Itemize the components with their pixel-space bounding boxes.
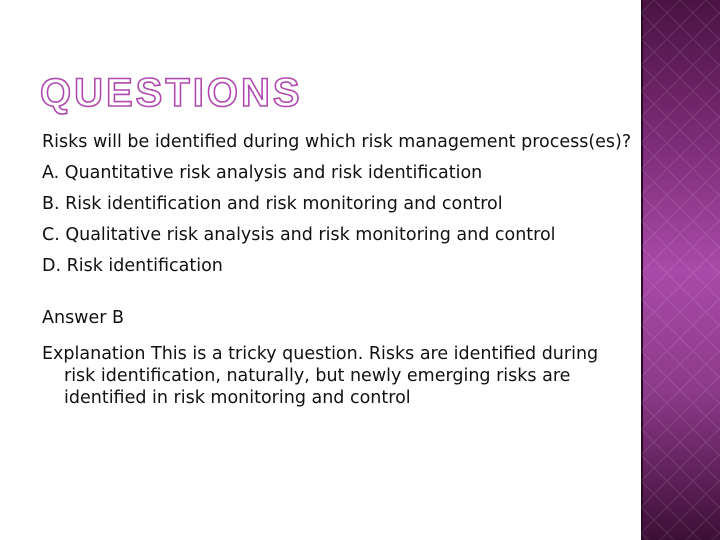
- slide-title: QUESTIONS: [40, 71, 303, 115]
- explanation-text: Explanation This is a tricky question. Risks are identified during risk identification, naturally, but newly emerging risks are identified in risk monitoring and control: [42, 344, 599, 408]
- option-c: C. Qualitative risk analysis and risk monitoring and control: [42, 225, 556, 245]
- question-text: Risks will be identified during which risk management process(es)?: [42, 132, 632, 152]
- diamond-pattern-icon: [641, 0, 720, 540]
- option-d: D. Risk identification: [42, 256, 223, 276]
- answer-text: Answer B: [42, 308, 125, 328]
- slide-content: [42, 131, 632, 409]
- decorative-side-panel: [641, 0, 720, 540]
- option-a: A. Quantitative risk analysis and risk identification: [42, 163, 483, 183]
- option-b: B. Risk identification and risk monitoring and control: [42, 194, 503, 214]
- spacer: [42, 286, 632, 307]
